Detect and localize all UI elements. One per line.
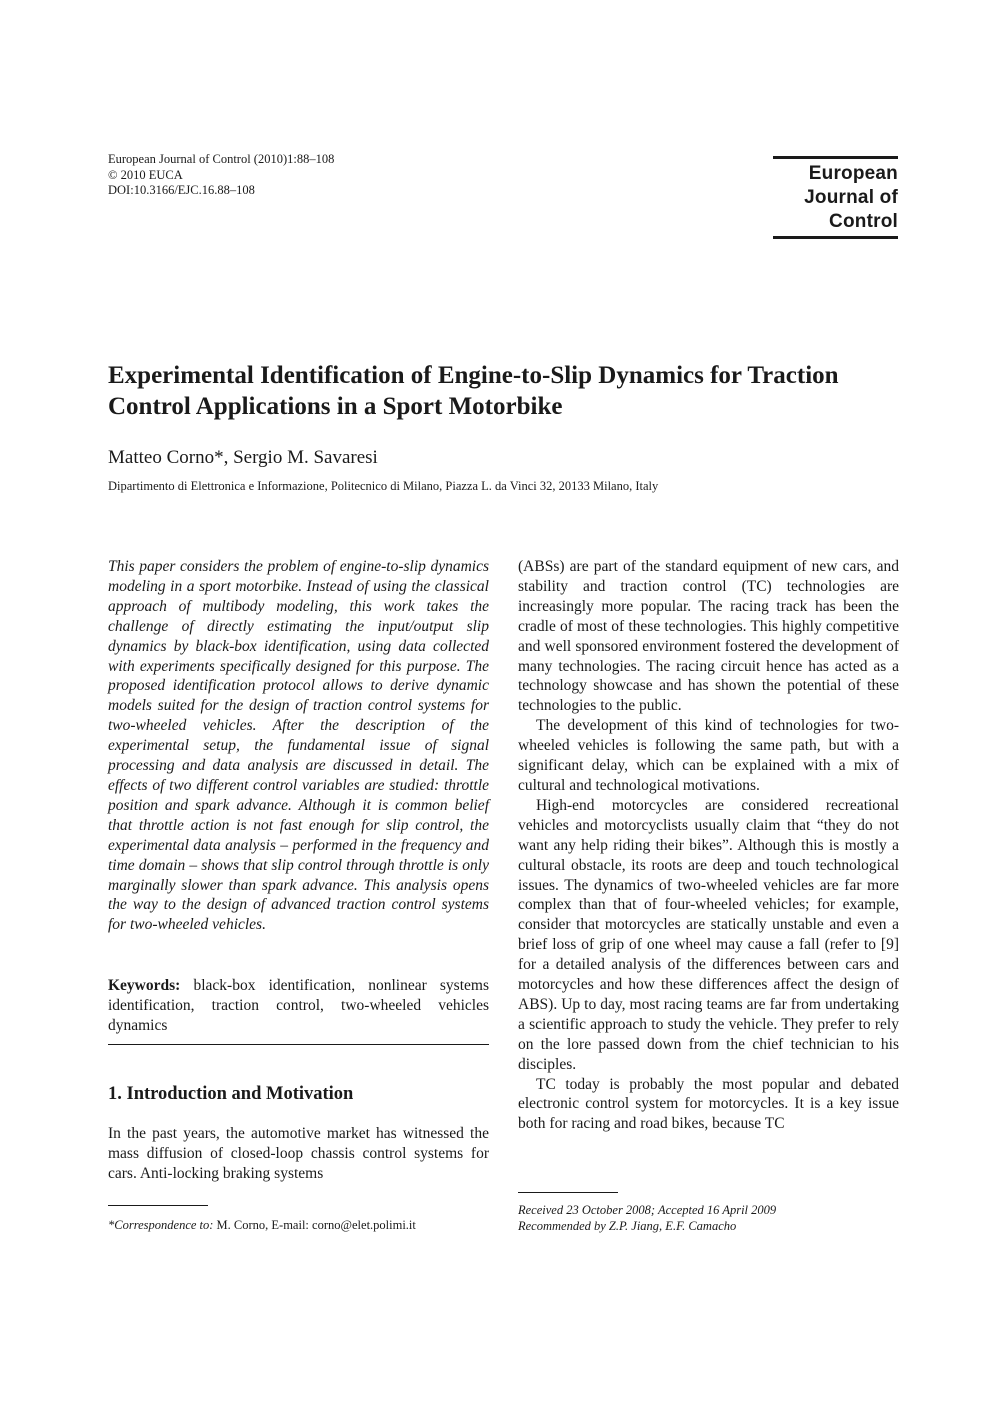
received-info <box>518 1203 776 1234</box>
right-column <box>518 557 899 1134</box>
journal-citation: European Journal of Control (2010)1:88–108 <box>108 152 335 166</box>
received-dates: Received 23 October 2008; Accepted 16 April 2009 <box>518 1203 777 1217</box>
intro-left-text: In the past years, the automotive market has witnessed the mass diffusion of closed-loop chassis control systems for cars. Anti-locking braking systems <box>108 1125 489 1182</box>
logo-line-1: European <box>808 163 898 184</box>
recommended-by: Recommended by Z.P. Jiang, E.F. Camacho <box>518 1218 737 1233</box>
journal-copyright: © 2010 EUCA <box>108 167 183 182</box>
logo-line-2: Journal of <box>804 187 898 208</box>
section-heading: 1. Introduction and Motivation <box>108 1084 354 1104</box>
footnote-divider <box>108 1205 208 1206</box>
footnote-label: *Correspondence to: <box>108 1218 214 1232</box>
paragraph-2: The development of this kind of technologies for two-wheeled vehicles is following the same path, but with a significant delay, which can be explained with a mix of cultural and technological motivations. <box>518 717 899 794</box>
journal-doi: DOI:10.3166/EJC.16.88–108 <box>108 183 255 197</box>
journal-info <box>108 152 334 199</box>
paragraph-4: TC today is probably the most popular and debated electronic control system for motorcycles. It is a key issue both for racing and road bikes, because TC <box>518 1075 899 1133</box>
paper-title: Experimental Identification of Engine-to-Slip Dynamics for Traction Control Applications in a Sport Motorbike <box>108 362 839 420</box>
logo-line-3: Control <box>829 211 898 232</box>
keywords <box>108 976 489 1036</box>
paper-affiliation: Dipartimento di Elettronica e Informazione, Politecnico di Milano, Piazza L. da Vinci 32, 20133 Milano, Italy <box>108 479 659 493</box>
keywords-text: black-box identification, nonlinear systems identification, traction control, two-wheeled vehicles dynamics <box>108 977 489 1034</box>
abstract: This paper considers the problem of engine-to-slip dynamics modeling in a sport motorbike. Instead of using the classical approach of multibody modeling, this work takes the challenge of directly estimating the input/output slip dynamics by black-box identification, using data collected with experiments specifically designed for this purpose. The proposed identification protocol allows to derive dynamic models suited for the design of traction control systems for two-wheeled vehicles. After the description of the experimental setup, the fundamental issue of signal processing and data analysis are discussed in detail. The effects of two different control variables are studied: throttle position and spark advance. Although it is common belief that throttle action is not fast enough for slip control, the experimental data analysis – performed in the frequency and time domain – shows that slip control through throttle is only marginally slower than spark advance. This analysis opens the way to the design of advanced traction control systems for two-wheeled vehicles. <box>108 558 489 934</box>
footnote <box>108 1217 416 1233</box>
footnote-text: M. Corno, E-mail: corno@elet.polimi.it <box>216 1218 416 1232</box>
abstract-divider <box>108 1044 489 1045</box>
keywords-label: Keywords: <box>108 977 181 994</box>
paragraph-3: High-end motorcycles are considered recreational vehicles and motorcyclists usually claim that “they do not want any help riding their bikes”. Although this is mostly a cultural obstacle, its roots are deep and touch technological issues. The dynamics of two-wheeled vehicles are far more complex than that of four-wheeled vehicles; for example, consider that motorcycles are statically unstable and even a brief loss of grip of one wheel may cause a fall (refer to [9] for a detailed analysis of the differences between cars and motorcycles and how these differences affect the design of ABS). Up to day, most racing teams are far from undertaking a scientific approach to study the vehicle. They prefer to rely on the lore passed down from the chief technician to his disciples. <box>518 796 899 1073</box>
received-divider <box>518 1192 618 1193</box>
paragraph-1: (ABSs) are part of the standard equipment of new cars, and stability and traction control (TC) technologies are increasingly more popular. The racing track has been the cradle of most of these technologies. This highly competitive and well sponsored environment fostered the development of many technologies. The racing circuit hence has acted as a technology showcase and has shown the potential of these technologies to the public. <box>518 558 899 715</box>
paper-authors: Matteo Corno*, Sergio M. Savaresi <box>108 447 378 468</box>
journal-logo <box>773 156 898 239</box>
